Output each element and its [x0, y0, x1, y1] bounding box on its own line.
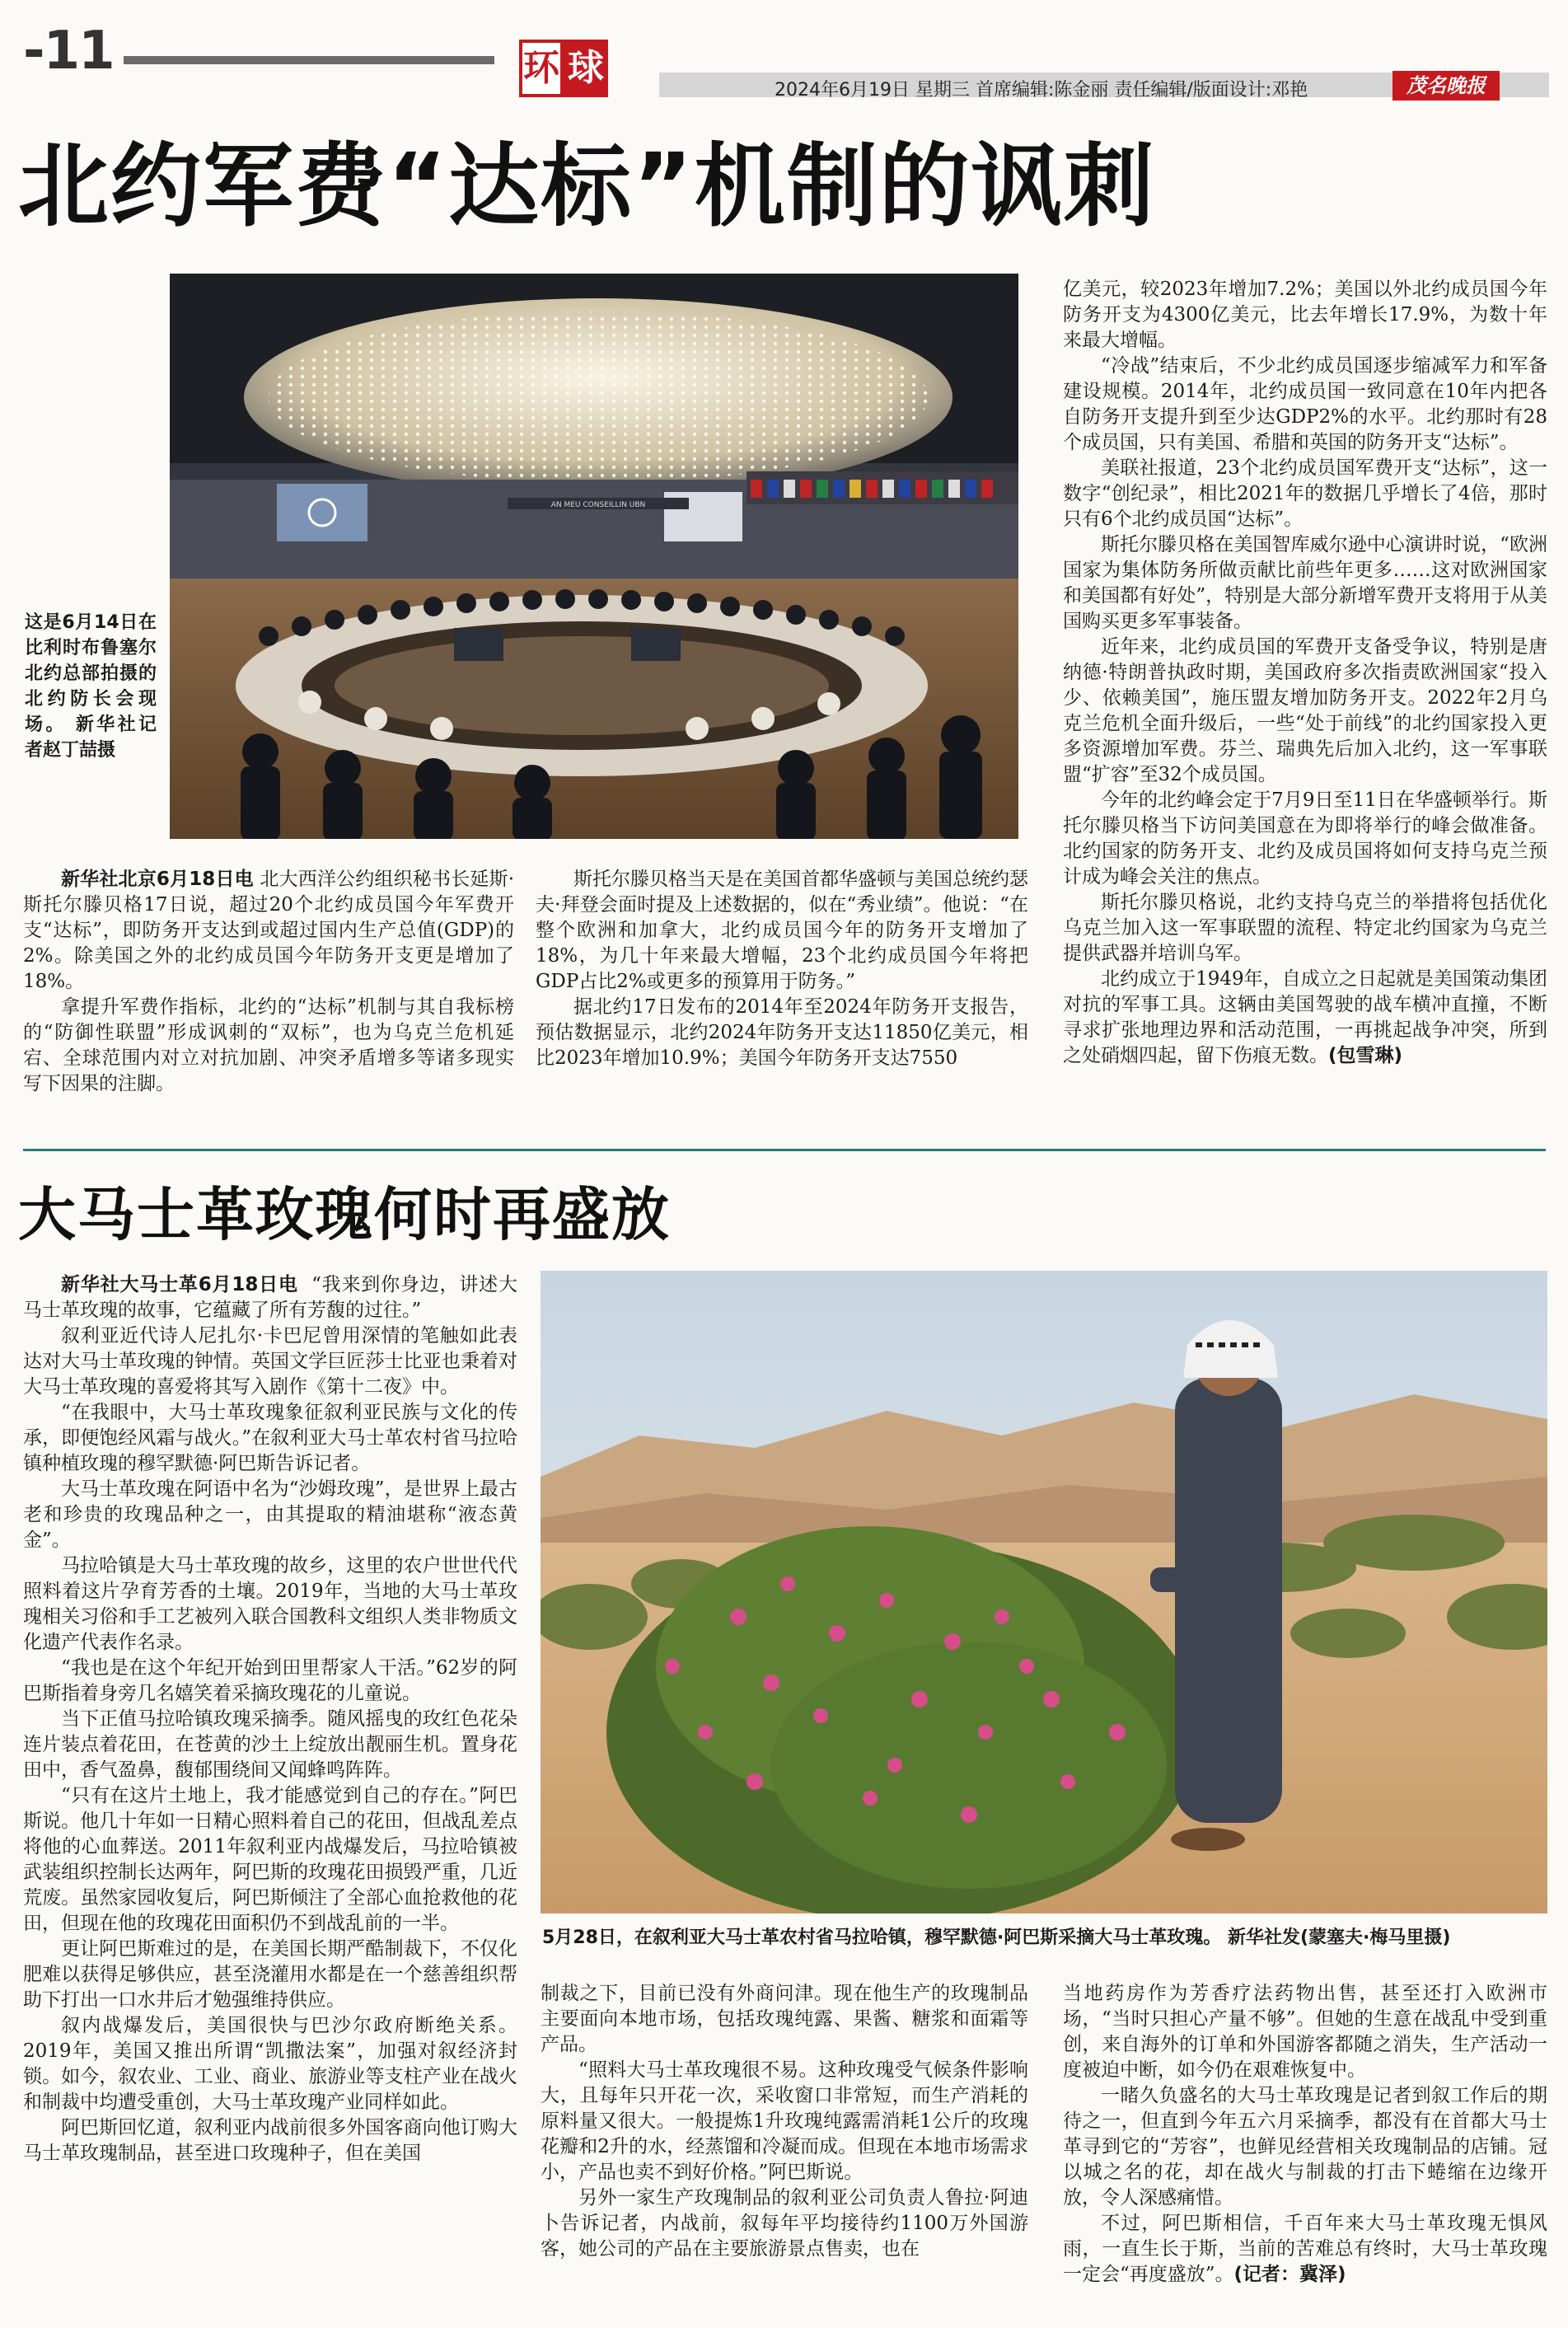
article2-text: “我来到你身边，讲述大马士革玫瑰的故事，它蕴藏了所有芳馥的过往。”: [23, 1274, 518, 1321]
article2-column-2: [541, 1981, 1028, 2262]
article1-paragraph: [23, 867, 514, 995]
article1-paragraph: 拿提升军费作指标，北约的“达标”机制与其自我标榜的“防御性联盟”形成讽刺的“双标”，也为乌克兰危机延宕、全球范围内对立对抗加剧、冲突矛盾增多等诸多现实写下因果的注脚。: [23, 996, 514, 1094]
article2-paragraph: “照料大马士革玫瑰很不易。这种玫瑰受气候条件影响大，且每年只开花一次，采收窗口非常短，而生产消耗的原料量又很大。一般提炼1升玫瑰纯露需消耗1公斤的玫瑰花瓣和2升的水，经蒸馏和冷凝而成。但现在本地市场需求小，产品也卖不到好价格。”阿巴斯说。: [541, 2059, 1028, 2183]
article2-paragraph: 制裁之下，目前已没有外商问津。现在他生产的玫瑰制品主要面向本地市场，包括玫瑰纯露、果酱、糖浆和面霜等产品。: [541, 1983, 1028, 2055]
article1-paragraph: 亿美元，较2023年增加7.2%；美国以外北约成员国今年防务开支为4300亿美元，比去年增长17.9%，为数十年来最大增幅。: [1063, 279, 1547, 351]
article1-paragraph: 近年来，北约成员国的军费开支备受争议，特别是唐纳德·特朗普执政时期，美国政府多次指责欧洲国家“投入少、依赖美国”，施压盟友增加防务开支。2022年2月乌克兰危机全面升级后，一些“处于前线”的北约国家投入更多资源增加军费。芬兰、瑞典先后加入北约，这一军事联盟“扩容”至32个成员国。: [1063, 636, 1547, 785]
header-meta: 2024年6月19日 星期三 首席编辑:陈金丽 责任编辑/版面设计:邓艳: [775, 80, 1308, 101]
article1-paragraph: 今年的北约峰会定于7月9日至11日在华盛顿举行。斯托尔滕贝格当下访问美国意在为即将举行的峰会做准备。北约国家的防务开支、北约及成员国将如何支持乌克兰预计成为峰会关注的焦点。: [1063, 789, 1547, 888]
article2-byline: (记者：冀泽): [1233, 2264, 1346, 2285]
article1-paragraph: 据北约17日发布的2014年至2024年防务开支报告，预估数据显示，北约2024年防务开支达11850亿美元，相比2023年增加10.9%；美国今年防务开支达7550: [536, 996, 1028, 1069]
article2-column-3: [1063, 1981, 1547, 2288]
article2-column-1: [23, 1272, 517, 2166]
council-sign: AN MEU CONSEILLIN UBN: [550, 501, 646, 509]
article2-photo: [541, 1271, 1547, 1913]
article2-paragraph: “只有在这片土地上，我才能感觉到自己的存在。”阿巴斯说。他几十年如一日精心照料着自己的花田，但战乱差点将他的心血葬送。2011年叙利亚内战爆发后，马拉哈镇被武装组织控制长达两年，阿巴斯的玫瑰花田损毁严重，几近荒废。虽然家园收复后，阿巴斯倾注了全部心血抢救他的花田，但现在他的玫瑰花田面积仍不到战乱前的一半。: [23, 1785, 517, 1934]
header-rule: [124, 56, 494, 64]
article2-dateline: 新华社大马士革6月18日电: [61, 1274, 298, 1295]
article2-paragraph: 当下正值马拉哈镇玫瑰采摘季。随风摇曳的玫红色花朵连片装点着花田，在苍黄的沙土上绽放出靓丽生机。置身花田中，香气盈鼻，馥郁围绕间又闻蜂鸣阵阵。: [23, 1708, 517, 1781]
article2-paragraph: 当地药房作为芳香疗法药物出售，甚至还打入欧洲市场，“当时只担心产量不够”。但她的生意在战乱中受到重创，来自海外的订单和外国游客都随之消失，生产活动一度被迫中断，如今仍在艰难恢复中。: [1063, 1983, 1547, 2081]
article1-title: 北约军费“达标”机制的讽刺: [18, 133, 1156, 239]
article1-paragraph: 斯托尔滕贝格在美国智库威尔逊中心演讲时说，“欧洲国家为集体防务所做贡献比前些年更多……这对欧洲国家和美国都有好处”，特别是大部分新增军费开支将用于从美国购买更多军事装备。: [1063, 534, 1547, 632]
article2-paragraph: 马拉哈镇是大马士革玫瑰的故乡，这里的农户世世代代照料着这片孕育芳香的土壤。2019年，当地的大马士革玫瑰相关习俗和手工艺被列入联合国教科文组织人类非物质文化遗产代表作名录。: [23, 1555, 517, 1653]
article1-dateline: 新华社北京6月18日电: [61, 869, 254, 890]
article2-paragraph: 叙利亚近代诗人尼扎尔·卡巴尼曾用深情的笔触如此表达对大马士革玫瑰的钟情。英国文学巨匠莎士比亚也秉着对大马士革玫瑰的喜爱将其写入剧作《第十二夜》中。: [23, 1325, 517, 1398]
page-number: -11: [23, 21, 114, 82]
masthead-logo: 茂名晚报: [1392, 71, 1500, 101]
article2-paragraph: [23, 1272, 517, 1323]
article2-paragraph: 一睹久负盛名的大马士革玫瑰是记者到叙工作后的期待之一，但直到今年五六月采摘季，都没有在首都大马士革寻到它的“芳容”，也鲜见经营相关玫瑰制品的店铺。冠以城之名的花，却在战火与制裁的打击下蜷缩在边缘开放，令人深感痛惜。: [1063, 2085, 1547, 2209]
article2-paragraph: [1063, 2211, 1547, 2288]
screen-left: [277, 484, 367, 541]
rose-harvest-photo: [541, 1271, 1547, 1913]
article1-paragraph: 斯托尔滕贝格当天是在美国首都华盛顿与美国总统约瑟夫·拜登会面时提及上述数据的，似在“秀业绩”。他说：“在整个欧洲和加拿大，北约成员国今年的防务开支增加了18%，为几十年来最大增幅，23个北约成员国今年将把GDP占比2%或更多的预算用于防务。”: [536, 869, 1028, 992]
article1-text: 北大西洋公约组织秘书长延斯·斯托尔滕贝格17日说，超过20个北约成员国今年军费开支“达标”，即防务开支达到或超过国内生产总值(GDP)的2%。除美国之外的北约成员国今年防务开支更是增加了18%。: [23, 869, 515, 992]
article2-paragraph: “在我眼中，大马士革玫瑰象征叙利亚民族与文化的传承，即便饱经风霜与战火。”在叙利亚大马士革农村省马拉哈镇种植玫瑰的穆罕默德·阿巴斯告诉记者。: [23, 1402, 517, 1474]
article1-column-1: [23, 867, 514, 1097]
article2-photo-caption: 5月28日，在叙利亚大马士革农村省马拉哈镇，穆罕默德·阿巴斯采摘大马士革玫瑰。 新华社发(蒙塞夫·梅马里摄): [542, 1928, 1451, 1948]
nato-meeting-photo: [170, 274, 1018, 839]
article2-text: 不过，阿巴斯相信，千百年来大马士革玫瑰无惧风雨，一直生长于斯，当前的苦难总有终时，大马士革玫瑰一定会“再度盛放”。: [1063, 2213, 1547, 2285]
article1-column-3: [1063, 277, 1547, 1069]
article1-byline: (包雪琳): [1328, 1045, 1403, 1066]
article1-text: 北约成立于1949年，自成立之日起就是美国策动集团对抗的军事工具。这辆由美国驾驶的战车横冲直撞，不断寻求扩张地理边界和活动范围，一再挑起战争冲突，所到之处硝烟四起，留下伤痕无数。: [1063, 968, 1547, 1066]
article2-paragraph: 阿巴斯回忆道，叙利亚内战前很多外国客商向他订购大马士革玫瑰制品，甚至进口玫瑰种子，但在美国: [23, 2117, 517, 2164]
article2-paragraph: 叙内战爆发后，美国很快与巴沙尔政府断绝关系。2019年，美国又推出所谓“凯撒法案”，加强对叙经济封锁。如今，叙农业、工业、商业、旅游业等支柱产业在战火和制裁中均遭受重创，大马士革玫瑰产业同样如此。: [23, 2015, 517, 2113]
article1-paragraph: 美联社报道，23个北约成员国军费开支“达标”，这一数字“创纪录”，相比2021年的数据几乎增长了4倍，那时只有6个北约成员国“达标”。: [1063, 457, 1547, 530]
article1-paragraph: “冷战”结束后，不少北约成员国逐步缩减军力和军备建设规模。2014年，北约成员国一致同意在10年内把各自防务开支提升到至少达GDP2%的水平。北约那时有28个成员国，只有美国、希腊和英国的防务开支“达标”。: [1063, 355, 1547, 453]
section-divider: [23, 1149, 1546, 1151]
article1-paragraph: 斯托尔滕贝格说，北约支持乌克兰的举措将包括优化乌克兰加入这一军事联盟的流程、特定北约国家为乌克兰提供武器并培训乌军。: [1063, 892, 1547, 964]
article1-column-2: [536, 867, 1028, 1071]
section-char-2: 球: [564, 40, 608, 97]
article2-paragraph: 大马士革玫瑰在阿语中名为“沙姆玫瑰”，是世界上最古老和珍贵的玫瑰品种之一，由其提取的精油堪称“液态黄金”。: [23, 1478, 517, 1551]
article1-photo: [170, 274, 1018, 839]
section-char-1: 环: [519, 40, 564, 97]
article1-photo-caption: 这是6月14日在比利时布鲁塞尔北约总部拍摄的北约防长会现场。 新华社记者赵丁喆摄: [25, 612, 157, 761]
article2-paragraph: 另外一家生产玫瑰制品的叙利亚公司负责人鲁拉·阿迪卜告诉记者，内战前，叙每年平均接待约1100万外国游客，她公司的产品在主要旅游景点售卖，也在: [541, 2187, 1028, 2260]
section-badge: [519, 40, 608, 97]
article1-paragraph: [1063, 967, 1547, 1069]
article2-paragraph: 更让阿巴斯难过的是，在美国长期严酷制裁下，不仅化肥难以获得足够供应，甚至浇灌用水都是在一个慈善组织帮助下打出一口水井后才勉强维持供应。: [23, 1938, 517, 2011]
article2-paragraph: “我也是在这个年纪开始到田里帮家人干活。”62岁的阿巴斯指着身旁几名嬉笑着采摘玫瑰花的儿童说。: [23, 1657, 517, 1704]
article2-title: 大马士革玫瑰何时再盛放: [18, 1181, 671, 1248]
